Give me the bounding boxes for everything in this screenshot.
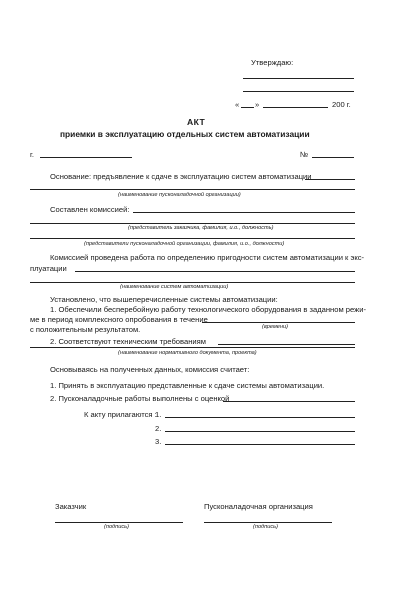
attached-num-3: 3. — [155, 437, 162, 446]
date-day-line — [241, 107, 254, 108]
contractor-label: Пусконаладочная организация — [204, 502, 313, 511]
commission-line-1 — [133, 212, 355, 213]
date-open-quote: « — [235, 100, 240, 109]
basis-line-end — [305, 179, 355, 180]
contractor-sign-line — [204, 522, 332, 523]
blank-line — [30, 347, 355, 348]
item1-line-2: ме в период комплексного опробования в течение — [30, 315, 208, 324]
commission-label: Составлен комиссией: — [50, 205, 130, 214]
based-on-text: Основываясь на полученных данных, комиссия считает: — [50, 365, 250, 374]
work-text-line-1: Комиссией проведена работа по определению пригодности систем автоматизации к экс- — [50, 253, 365, 262]
decision-1: 1. Принять в эксплуатацию представленные к сдаче системы автоматизации. — [50, 381, 325, 390]
city-line — [40, 157, 132, 158]
time-line — [202, 322, 355, 323]
attached-num-2: 2. — [155, 424, 162, 433]
number-prefix: № — [300, 150, 309, 159]
contractor-caption: (представители пусконаладочной организации, фамилия, и.о., должности) — [84, 241, 285, 247]
basis-caption: (наименование пусконаладочной организации) — [118, 192, 241, 198]
commission-line-2 — [30, 223, 355, 224]
approve-line-2 — [243, 91, 354, 92]
item1-line-3: с положительным результатом. — [30, 325, 141, 334]
work-line-1 — [75, 271, 355, 272]
customer-caption: (представитель заказчика, фамилия, и.о., должность) — [128, 225, 274, 231]
contractor-line — [30, 238, 355, 239]
document-title: АКТ — [187, 117, 206, 127]
attached-line-3 — [165, 444, 355, 445]
contractor-sign-caption: (подпись) — [253, 524, 278, 530]
basis-line-full — [30, 189, 355, 190]
work-line-2 — [30, 282, 355, 283]
attached-num-1: 1. — [155, 410, 162, 419]
customer-sign-caption: (подпись) — [104, 524, 129, 530]
approve-label: Утверждаю: — [251, 58, 294, 67]
attached-line-2 — [165, 431, 355, 432]
date-year: 200 г. — [332, 100, 351, 109]
number-line — [312, 157, 354, 158]
customer-label: Заказчик — [55, 502, 87, 511]
normative-caption: (наименование нормативного документа, проекта) — [118, 350, 257, 356]
requirements-line — [218, 344, 355, 345]
date-close-quote: » — [255, 100, 260, 109]
attached-line-1 — [165, 417, 355, 418]
decision-2: 2. Пусконаладочные работы выполнены с оценкой — [50, 394, 230, 403]
city-prefix: г. — [30, 150, 34, 159]
systems-caption: (наименование систем автоматизации) — [120, 284, 229, 290]
established-text: Установлено, что вышеперечисленные системы автоматизации: — [50, 295, 278, 304]
attached-label: К акту прилагаются : — [84, 410, 157, 419]
document-subtitle: приемки в эксплуатацию отдельных систем автоматизации — [60, 129, 310, 139]
item1-line-1: 1. Обеспечили бесперебойную работу технологического оборудования в заданном режи- — [50, 305, 367, 314]
time-caption: (времени) — [262, 324, 288, 330]
customer-sign-line — [55, 522, 183, 523]
basis-label: Основание: предъявление к сдаче в эксплуатацию систем автоматизации — [50, 172, 312, 181]
rating-line — [223, 401, 355, 402]
approve-line-1 — [243, 78, 354, 79]
work-text-line-2: плуатации — [30, 264, 67, 273]
date-month-line — [263, 107, 328, 108]
item2-text: 2. Соответствуют техническим требованиям — [50, 337, 206, 346]
